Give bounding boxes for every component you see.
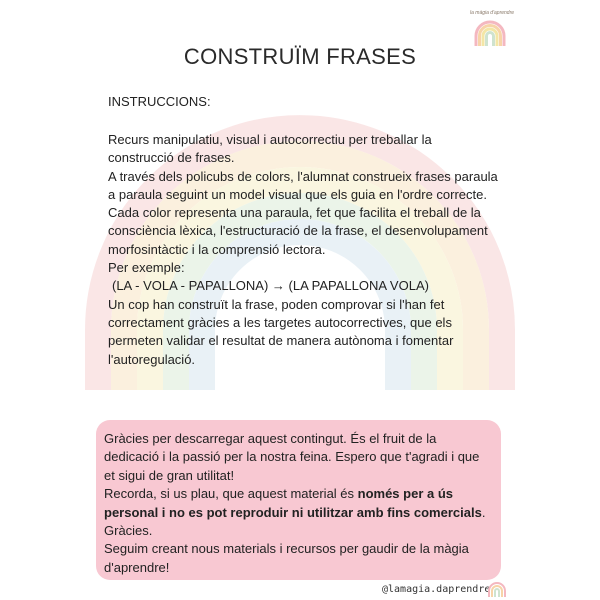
- paragraph-example-label: Per exemple:: [108, 260, 185, 276]
- thanks-line-2-prefix: Recorda, si us plau, que aquest material és: [104, 486, 358, 502]
- thanks-line-2: [104, 485, 491, 522]
- paragraph-description: A través dels policubs de colors, l'alumnat construeix frases paraula a paraula seguint un model visual que els guia en l'ordre correcte. Cada color representa una paraula, fet que facilita el treball de la consciència lèxica, l'estructuració de la frase, el desenvolupament morfosintàctic i la comprensió lectora.: [108, 168, 498, 257]
- thanks-box: [96, 420, 501, 580]
- paragraph-intro: Recurs manipulatiu, visual i autocorrectiu per treballar la construcció de frases.: [108, 132, 432, 166]
- paragraph-autocorrection: Un cop han construït la frase, poden comprovar si l'han fet correctament gràcies a les targetes autocorrectives, que els permeten validar el resultat de manera autònoma i fomentar l'autoregulació.: [108, 296, 454, 367]
- instructions-heading: INSTRUCCIONS:: [108, 94, 211, 109]
- thanks-line-4: Seguim creant nous materials i recursos per gaudir de la màgia d'aprendre!: [104, 541, 469, 575]
- thanks-line-2-bold: només per a ús personal i no es pot reproduir ni utilitzar amb fins comercials: [104, 486, 482, 520]
- logo-text: la màgia d'aprendre: [470, 10, 515, 16]
- thanks-line-3: Gràcies.: [104, 523, 153, 539]
- thanks-line-2-suffix: .: [481, 504, 486, 520]
- paragraph-example: (LA - VOLA - PAPALLONA) → (LA PAPALLONA VOLA): [112, 278, 429, 294]
- mini-rainbow-logo-icon: [487, 580, 507, 598]
- page-title: CONSTRUÏM FRASES: [183, 44, 417, 69]
- thanks-line-1: Gràcies per descarregar aquest contingut. És el fruit de la dedicació i la passió per la nostra feina. Espero que t'agradi i que et sigui de gran utilitat!: [104, 431, 480, 483]
- document-page: [84, 0, 516, 600]
- social-handle: @lamagia.daprendre: [382, 584, 491, 595]
- instructions-body: [108, 131, 498, 369]
